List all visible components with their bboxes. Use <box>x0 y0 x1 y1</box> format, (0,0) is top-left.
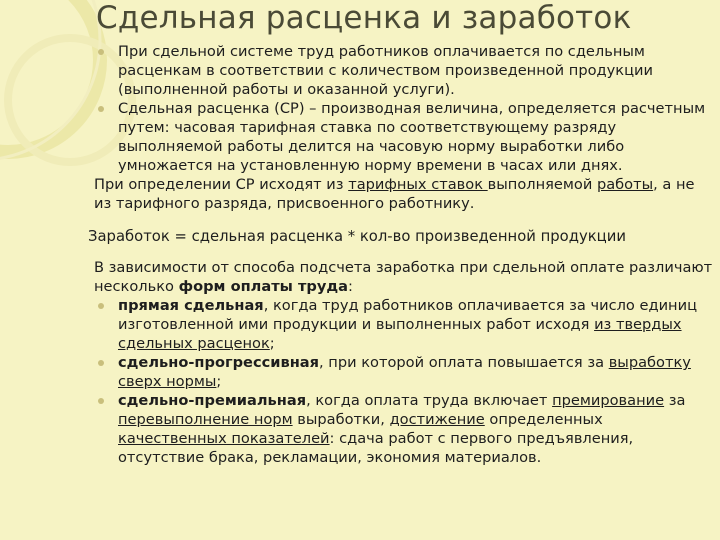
form-name: прямая сдельная <box>118 297 264 314</box>
link-overfulfillment[interactable]: перевыполнение норм <box>118 411 293 428</box>
link-over-norm[interactable]: выработку сверх нормы <box>118 354 691 390</box>
formula: Заработок = сдельная расценка * кол-во произведенной продукции <box>88 228 626 245</box>
link-bonus[interactable]: премирование <box>552 392 665 409</box>
text: выполняемой <box>487 176 593 193</box>
form-name: сдельно-премиальная <box>118 392 307 409</box>
bullet-icon <box>98 398 104 404</box>
list-item-text: При сдельной системе труд работников оплачивается по сдельным расценкам в соответствии с количеством произведенной продукции (выполненной работы и оказанной услуги). <box>118 43 653 98</box>
link-quality-indicators[interactable]: качественных показателей <box>118 430 330 447</box>
text: : сдача работ с первого предъявления, отсутствие брака, рекламации, экономия материалов. <box>118 430 634 466</box>
text: , когда труд работников оплачивается за число единиц изготовленной ими продукции и выполненных работ исходя <box>118 297 698 333</box>
list-item <box>94 99 714 175</box>
text: , при которой оплата повышается за <box>319 354 609 371</box>
list-item <box>94 353 714 391</box>
page-title: Сдельная расценка и заработок <box>96 0 632 36</box>
bullet-icon <box>98 303 104 309</box>
link-achievement[interactable]: достижение <box>389 411 485 428</box>
bullet-icon <box>98 49 104 55</box>
list-item-text: Сдельная расценка (СР) – производная величина, определяется расчетным путем: часовая тарифная ставка по соответствующему разряду выполняемой работы делится на часовую норму выработки либо умножается на установленную норму времени в часах или днях. <box>118 100 706 174</box>
list-item <box>94 391 714 467</box>
list-item <box>94 42 714 99</box>
text: за <box>664 392 686 409</box>
bullet-icon <box>98 106 104 112</box>
text: В зависимости от способа подсчета заработка при сдельной оплате различают несколько <box>94 259 713 295</box>
text: определенных <box>484 411 603 428</box>
text: , когда оплата труда включает <box>306 392 553 409</box>
link-work[interactable]: работы <box>596 176 654 193</box>
text: , а не из тарифного разряда, присвоенного работнику. <box>94 176 695 212</box>
text: При определении СР исходят из <box>94 176 349 193</box>
bullet-icon <box>98 360 104 366</box>
text: ; <box>269 335 275 352</box>
paragraph-forms-intro <box>94 258 714 296</box>
list-item <box>94 296 714 353</box>
text: ; <box>216 373 222 390</box>
form-name: сдельно-прогрессивная <box>118 354 320 371</box>
link-fixed-rates[interactable]: из твердых сдельных расценок <box>118 316 682 352</box>
paragraph-tariff <box>94 175 714 213</box>
link-tariff-rates[interactable]: тарифных ставок <box>348 176 488 193</box>
bold-text: форм оплаты труда <box>178 278 349 295</box>
text: выработки, <box>292 411 390 428</box>
slide-body <box>88 42 714 467</box>
text: : <box>348 278 353 295</box>
